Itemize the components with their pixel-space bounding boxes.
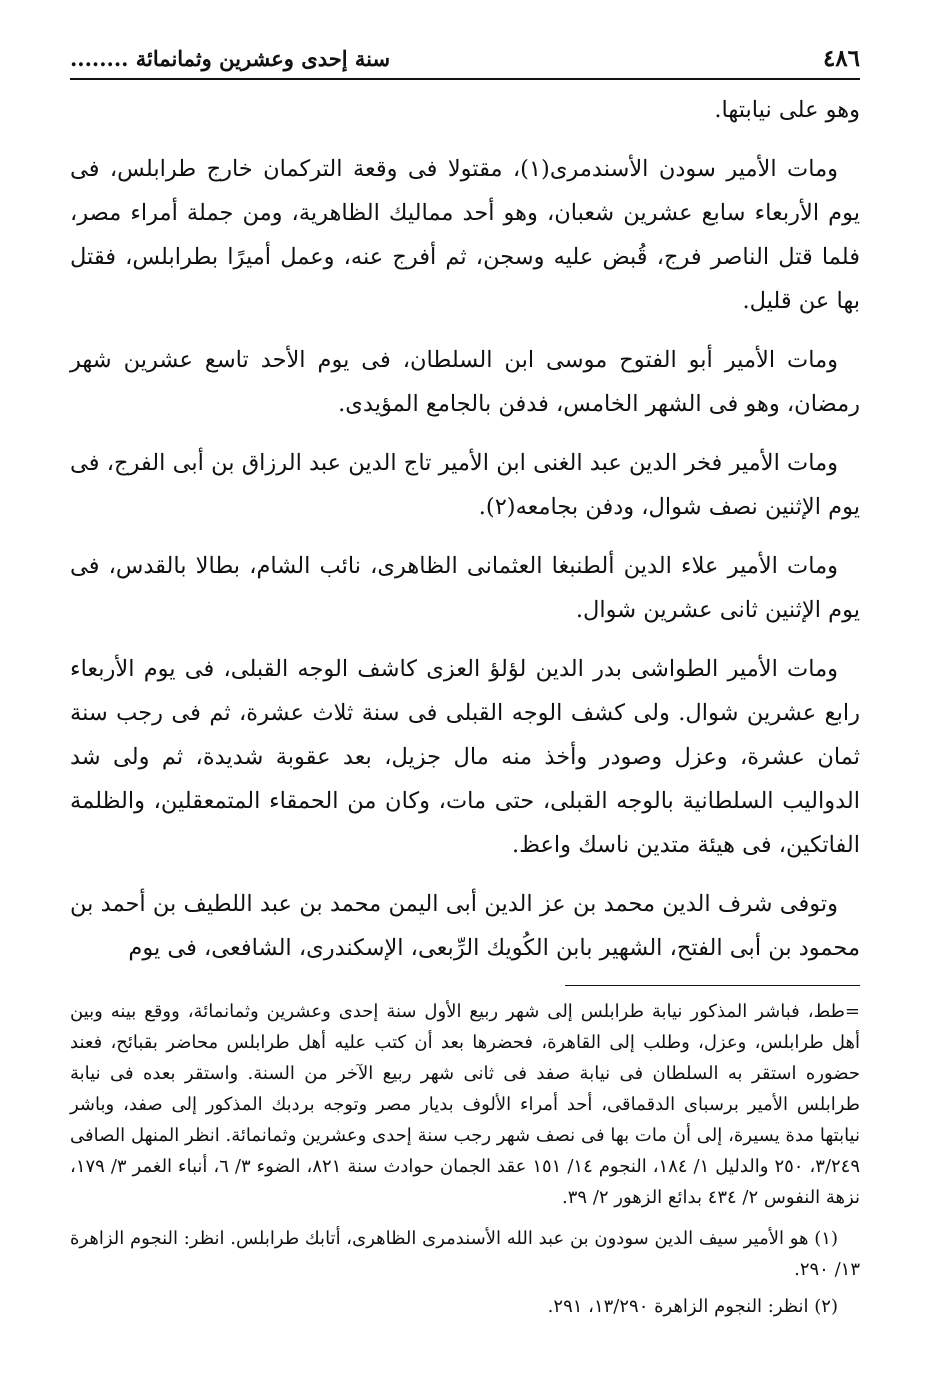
main-text — [70, 88, 860, 970]
footnote-continuation: =طط، فباشر المذكور نيابة طرابلس إلى شهر ربيع الأول سنة إحدى وعشرين وثمانمائة، ووقع بينه وبين أهل طرابلس، وعزل، وطلب إلى القاهرة، فحضرها بعد أن كتب عليه أهل طرابلس محاضر بقبائح، فعند حضوره استقر به السلطان فى نيابة صفد فى ثانى شهر ربيع الآخر من السنة. واستقر بعده فى نيابة طرابلس الأمير برسباى الدقماقى، أحد أمراء الألوف بديار مصر وتوجه بردبك المذكور إلى صفد، وباشر نيابتها مدة يسيرة، إلى أن مات بها فى نصف شهر رجب سنة إحدى وعشرين وثمانمائة. انظر المنهل الصافى ٣/٢٤٩، ٢٥٠ والدليل ١/ ١٨٤، النجوم ١٤/ ١٥١ عقد الجمان حوادث سنة ٨٢١، الضوء ٣/ ٦، أنباء الغمر ٣/ ١٧٩، نزهة النفوس ٢/ ٤٣٤ بدائع الزهور ٢/ ٣٩. — [70, 1001, 861, 1208]
page-number: ٤٨٦ — [822, 44, 860, 72]
footnotes — [70, 996, 860, 1322]
paragraph: وتوفى شرف الدين محمد بن عز الدين أبى اليمن محمد بن عبد اللطيف بن أحمد بن محمود بن أبى الفتح، الشهير بابن الكُويك الرِّبعى، الإسكندرى، الشافعى، فى يوم — [70, 891, 860, 961]
footnote: (٢) انظر: النجوم الزاهرة ١٣/٢٩٠، ٢٩١. — [547, 1296, 838, 1317]
running-title: سنة إحدى وعشرين وثمانمائة ........ — [70, 45, 391, 71]
running-header — [70, 38, 860, 80]
paragraph: ومات الأمير سودن الأسندمرى(١)، مقتولا فى وقعة التركمان خارج طرابلس، فى يوم الأربعاء سابع عشرين شعبان، وهو أحد مماليك الظاهرية، ومن جملة أمراء مصر، فلما قتل الناصر فرج، قُبض عليه وسجن، ثم أفرج عنه، وعمل أميرًا بطرابلس، فقتل بها عن قليل. — [70, 156, 860, 314]
paragraph: ومات الأمير فخر الدين عبد الغنى ابن الأمير تاج الدين عبد الرزاق بن أبى الفرج، فى يوم الإثنين نصف شوال، ودفن بجامعه(٢). — [70, 450, 860, 520]
footnote-divider — [565, 985, 860, 986]
paragraph: ومات الأمير علاء الدين ألطنبغا العثمانى الظاهرى، نائب الشام، بطالا بالقدس، فى يوم الإثنين ثانى عشرين شوال. — [70, 553, 860, 623]
paragraph: وهو على نيابتها. — [714, 97, 860, 123]
paragraph: ومات الأمير الطواشى بدر الدين لؤلؤ العزى كاشف الوجه القبلى، فى يوم الأربعاء رابع عشرين شوال. ولى كشف الوجه القبلى فى سنة ثلاث عشرة، ثم فى رجب سنة ثمان عشرة، وعزل وصودر وأخذ منه مال جزيل، بعد عقوبة شديدة، ثم ولى شد الدواليب السلطانية بالوجه القبلى، حتى مات، وكان من الحمقاء المتمعقلين، والظلمة الفاتكين، فى هيئة متدين ناسك واعظ. — [70, 656, 860, 858]
footnote: (١) هو الأمير سيف الدين سودون بن عبد الله الأسندمرى الظاهرى، أتابك طرابلس. انظر: النجوم الزاهرة ١٣/ ٢٩٠. — [70, 1228, 860, 1280]
book-page — [70, 38, 860, 1328]
paragraph: ومات الأمير أبو الفتوح موسى ابن السلطان، فى يوم الأحد تاسع عشرين شهر رمضان، وهو فى الشهر الخامس، فدفن بالجامع المؤيدى. — [70, 347, 860, 417]
